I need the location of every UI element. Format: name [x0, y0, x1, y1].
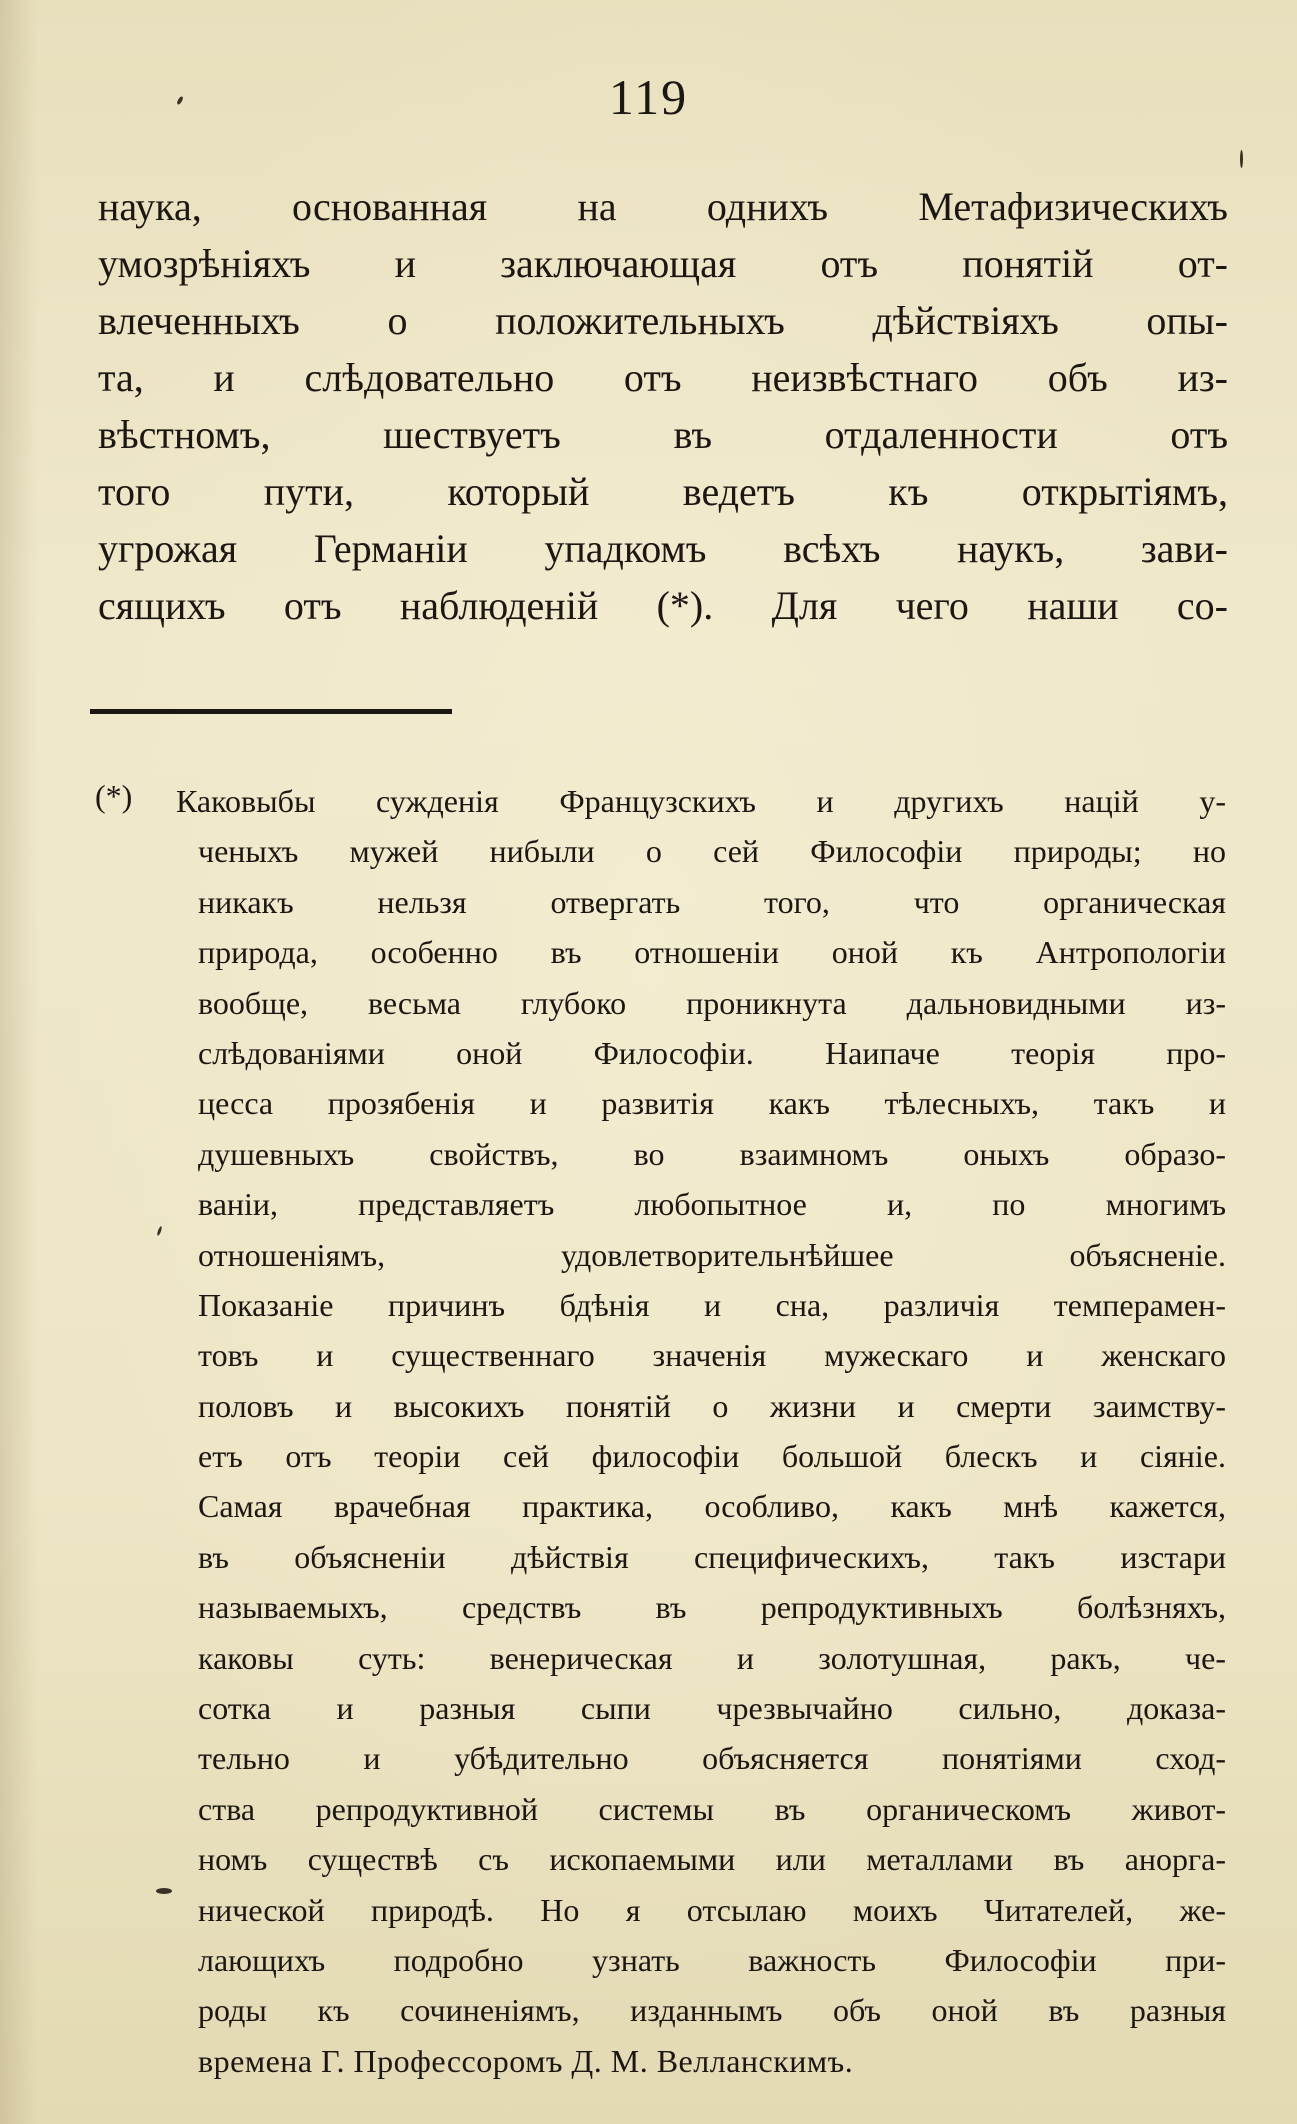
- footnote-line: лающихъ подробно узнать важность Философіи при-: [198, 1941, 1226, 1978]
- footnote-line: цесса прозябенія и развитія какъ тѣлесныхъ, такъ и: [198, 1085, 1226, 1122]
- main-text: [98, 178, 1228, 634]
- footnote-line: отношеніямъ, удовлетворительнѣйшее объясненіе.: [198, 1236, 1226, 1273]
- page-number: 119: [608, 69, 689, 125]
- footnote-line: номъ существѣ съ ископаемыми или металлами въ анорга-: [198, 1841, 1226, 1878]
- binding-shadow: [0, 0, 38, 2124]
- main-text-line: влеченныхъ о положительныхъ дѣйствіяхъ опы-: [98, 298, 1228, 343]
- main-text-line: та, и слѣдовательно отъ неизвѣстнаго объ из-: [98, 355, 1228, 400]
- footnote-line: етъ отъ теоріи сей философіи большой блескъ и сіяніе.: [198, 1438, 1226, 1475]
- footnote-line: слѣдованіями оной Философіи. Наипаче теорія про-: [198, 1034, 1226, 1071]
- footnote-line: ства репродуктивной системы въ органическомъ живот-: [198, 1790, 1226, 1827]
- footnote-line: называемыхъ, средствъ въ репродуктивныхъ болѣзняхъ,: [198, 1589, 1226, 1626]
- main-text-line: вѣстномъ, шествуетъ въ отдаленности отъ: [98, 412, 1228, 457]
- footnote-line: ваніи, представляетъ любопытное и, по многимъ: [198, 1186, 1226, 1223]
- footnote-line: ченыхъ мужей нибыли о сей Философіи природы; но: [198, 833, 1226, 870]
- footnote-text: [176, 776, 1226, 2086]
- footnote-line: Самая врачебная практика, особливо, какъ мнѣ кажется,: [198, 1488, 1226, 1525]
- footnote-line: времена Г. Профессоромъ Д. М. Велланскимъ.: [198, 2042, 854, 2079]
- footnote-line: вообще, весьма глубоко проникнута дальновидными из-: [198, 984, 1226, 1021]
- footnote-line: роды къ сочиненіямъ, изданнымъ объ оной въ разныя: [198, 1992, 1226, 2029]
- main-text-line: угрожая Германіи упадкомъ всѣхъ наукъ, зави-: [98, 526, 1228, 571]
- main-text-line: наука, основанная на однихъ Метафизическихъ: [98, 184, 1228, 229]
- footnote-line: никакъ нельзя отвергать того, что органическая: [198, 883, 1226, 920]
- ink-speck: [156, 1888, 172, 1894]
- footnote-line: въ объясненіи дѣйствія специфическихъ, такъ изстари: [198, 1538, 1226, 1575]
- footnote-line: тельно и убѣдительно объясняется понятіями сход-: [198, 1740, 1226, 1777]
- ink-speck: [1240, 150, 1243, 168]
- ink-speck: [156, 1226, 162, 1236]
- main-text-line: сящихъ отъ наблюденій (*). Для чего наши со-: [98, 583, 1228, 628]
- footnote-line: каковы суть: венерическая и золотушная, ракъ, че-: [198, 1639, 1226, 1676]
- footnote-line: сотка и разныя сыпи чрезвычайно сильно, доказа-: [198, 1690, 1226, 1727]
- footnote-line: Показаніе причинъ бдѣнія и сна, различія темперамен-: [198, 1286, 1226, 1323]
- footnote-separator-rule: [90, 709, 452, 714]
- footnote-line: душевныхъ свойствъ, во взаимномъ оныхъ образо-: [198, 1135, 1226, 1172]
- footnote-line: товъ и существеннаго значенія мужескаго и женскаго: [198, 1337, 1226, 1374]
- footnote-line: природа, особенно въ отношеніи оной къ Антропологіи: [198, 934, 1226, 971]
- footnote-line: нической природѣ. Но я отсылаю моихъ Читателей, же-: [198, 1891, 1226, 1928]
- footnote-marker: (*): [95, 778, 133, 814]
- footnote-line: половъ и высокихъ понятій о жизни и смерти заимству-: [198, 1387, 1226, 1424]
- main-text-line: умозрѣніяхъ и заключающая отъ понятій от-: [98, 241, 1228, 286]
- main-text-line: того пути, который ведетъ къ открытіямъ,: [98, 469, 1228, 514]
- footnote-line: Каковыбы сужденія Французскихъ и другихъ націй у-: [176, 783, 1226, 819]
